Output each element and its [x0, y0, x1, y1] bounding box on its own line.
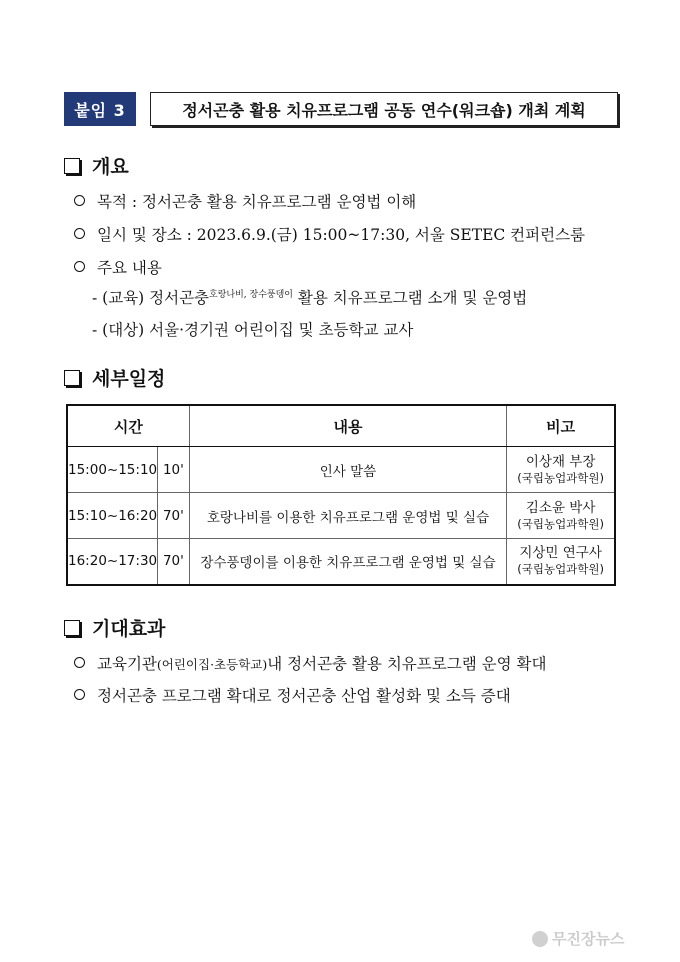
speaker-name: 지상민 연구사 — [519, 545, 602, 562]
section-overview — [64, 152, 129, 179]
column-header-time: 시간 — [67, 405, 189, 447]
sub-item-target: - (대상) 서울·경기권 어린이집 및 초등학교 교사 — [92, 321, 414, 339]
document-title: 정서곤충 활용 치유프로그램 공동 연수(워크숍) 개최 계획 — [150, 92, 618, 126]
list-item: 교육기관 (어린이집·초등학교) 내 정서곤충 활용 치유프로그램 운영 확대 — [74, 652, 546, 674]
section-title: 기대효과 — [92, 618, 166, 640]
list-item: 정서곤충 프로그램 확대로 정서곤충 산업 활성화 및 소득 증대 — [74, 684, 511, 706]
section-title: 세부일정 — [92, 368, 166, 390]
section-title: 개요 — [92, 156, 129, 178]
speaker-org: (국립농업과학원) — [517, 516, 604, 531]
circle-bullet-icon — [74, 657, 85, 668]
document-header — [64, 92, 618, 126]
duration-cell: 70' — [158, 539, 190, 585]
note-cell — [507, 539, 615, 585]
circle-bullet-icon — [74, 195, 85, 206]
checkbox-square-icon — [64, 370, 80, 386]
news-logo-icon — [532, 931, 548, 947]
table-row — [67, 539, 615, 585]
watermark: 무진장뉴스 — [532, 928, 624, 949]
speaker-name: 김소윤 박사 — [525, 499, 596, 516]
note-cell — [507, 493, 615, 539]
time-cell: 15:10~16:20 — [67, 493, 158, 539]
checkbox-square-icon — [64, 620, 80, 636]
speaker-org: (국립농업과학원) — [517, 562, 604, 577]
content-cell: 호랑나비를 이용한 치유프로그램 운영법 및 실습 — [189, 493, 507, 539]
attachment-badge: 붙임 3 — [64, 92, 136, 126]
content-cell: 인사 말씀 — [189, 447, 507, 493]
table-row — [67, 447, 615, 493]
column-header-note: 비고 — [507, 405, 615, 447]
circle-bullet-icon — [74, 228, 85, 239]
sub-item-education: - (교육) 정서곤충$^{호랑나비, 장수풍뎅이}$ 활용 치유프로그램 소개 및 운영법 — [92, 289, 528, 307]
section-schedule — [64, 364, 165, 391]
section-expected-effects — [64, 614, 165, 641]
duration-cell: 70' — [158, 493, 190, 539]
note-cell — [507, 447, 615, 493]
list-item: 목적 : 정서곤충 활용 치유프로그램 운영법 이해 — [74, 190, 416, 212]
list-item: 일시 및 장소 : 2023.6.9.(금) 15:00~17:30, 서울 SETEC 컨퍼런스룸 — [74, 223, 585, 245]
time-cell: 15:00~15:10 — [67, 447, 158, 493]
duration-cell: 10' — [158, 447, 190, 493]
column-header-content: 내용 — [189, 405, 507, 447]
checkbox-square-icon — [64, 158, 80, 174]
circle-bullet-icon — [74, 689, 85, 700]
time-cell: 16:20~17:30 — [67, 539, 158, 585]
speaker-name: 이상재 부장 — [525, 453, 596, 470]
list-item: 주요 내용 — [74, 256, 162, 278]
schedule-table — [66, 404, 616, 586]
table-row — [67, 493, 615, 539]
content-cell: 장수풍뎅이를 이용한 치유프로그램 운영법 및 실습 — [189, 539, 507, 585]
circle-bullet-icon — [74, 261, 85, 272]
speaker-org: (국립농업과학원) — [517, 470, 604, 485]
